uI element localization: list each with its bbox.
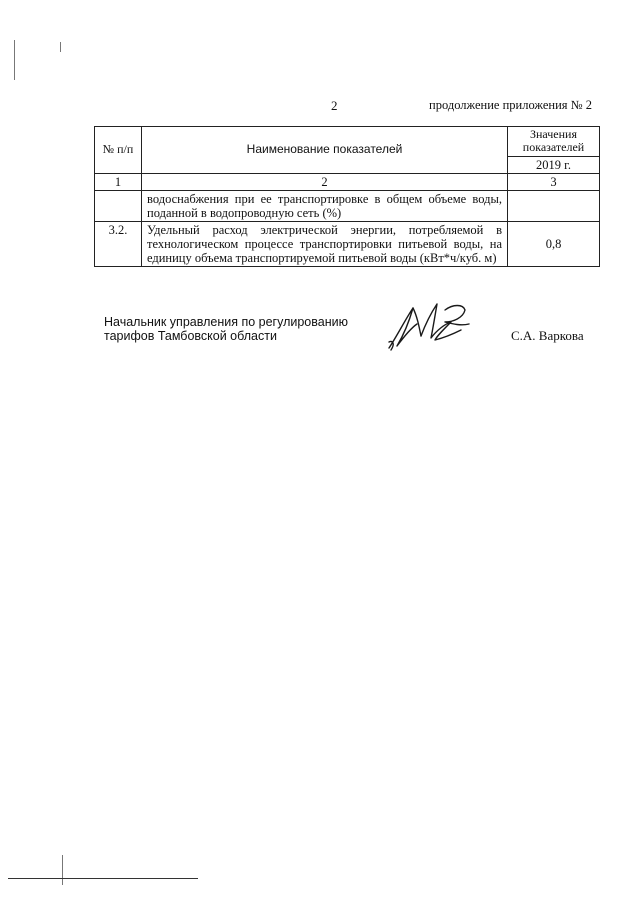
indicators-table <box>94 126 600 267</box>
scan-margin-mark <box>14 40 15 80</box>
signatory-name: С.А. Варкова <box>511 328 584 343</box>
row-value <box>508 190 600 221</box>
table-row <box>95 221 600 266</box>
table-header-row <box>95 127 600 157</box>
column-index-3: 3 <box>508 173 600 190</box>
row-name: водоснабжения при ее транспортировке в общем объеме воды, поданной в водопроводную сеть (%) <box>142 190 508 221</box>
column-index-1: 1 <box>95 173 142 190</box>
scan-margin-mark <box>62 855 63 885</box>
column-header-number: № п/п <box>95 127 142 174</box>
continuation-note: продолжение приложения № 2 <box>429 98 592 112</box>
signoff-position-line-1: Начальник управления по регулированию <box>104 315 348 329</box>
column-index-2: 2 <box>142 173 508 190</box>
row-number: 3.2. <box>95 221 142 266</box>
page-number: 2 <box>331 98 338 113</box>
scan-bottom-edge <box>8 878 198 879</box>
row-name: Удельный расход электрической энергии, потребляемой в технологическом процессе транспортировки питьевой воды, на единицу объема транспортируемой питьевой воды (кВт*ч/куб. м) <box>142 221 508 266</box>
column-header-values: Значения показателей <box>508 127 600 157</box>
signoff-block <box>104 316 354 344</box>
row-number <box>95 190 142 221</box>
row-value: 0,8 <box>508 221 600 266</box>
signoff-position-line-2: тарифов Тамбовской области <box>104 328 277 343</box>
column-header-name: Наименование показателей <box>142 127 508 174</box>
table-row <box>95 190 600 221</box>
column-header-year: 2019 г. <box>508 156 600 173</box>
column-index-row <box>95 173 600 190</box>
scan-margin-mark <box>60 42 61 52</box>
handwritten-signature <box>383 300 475 352</box>
